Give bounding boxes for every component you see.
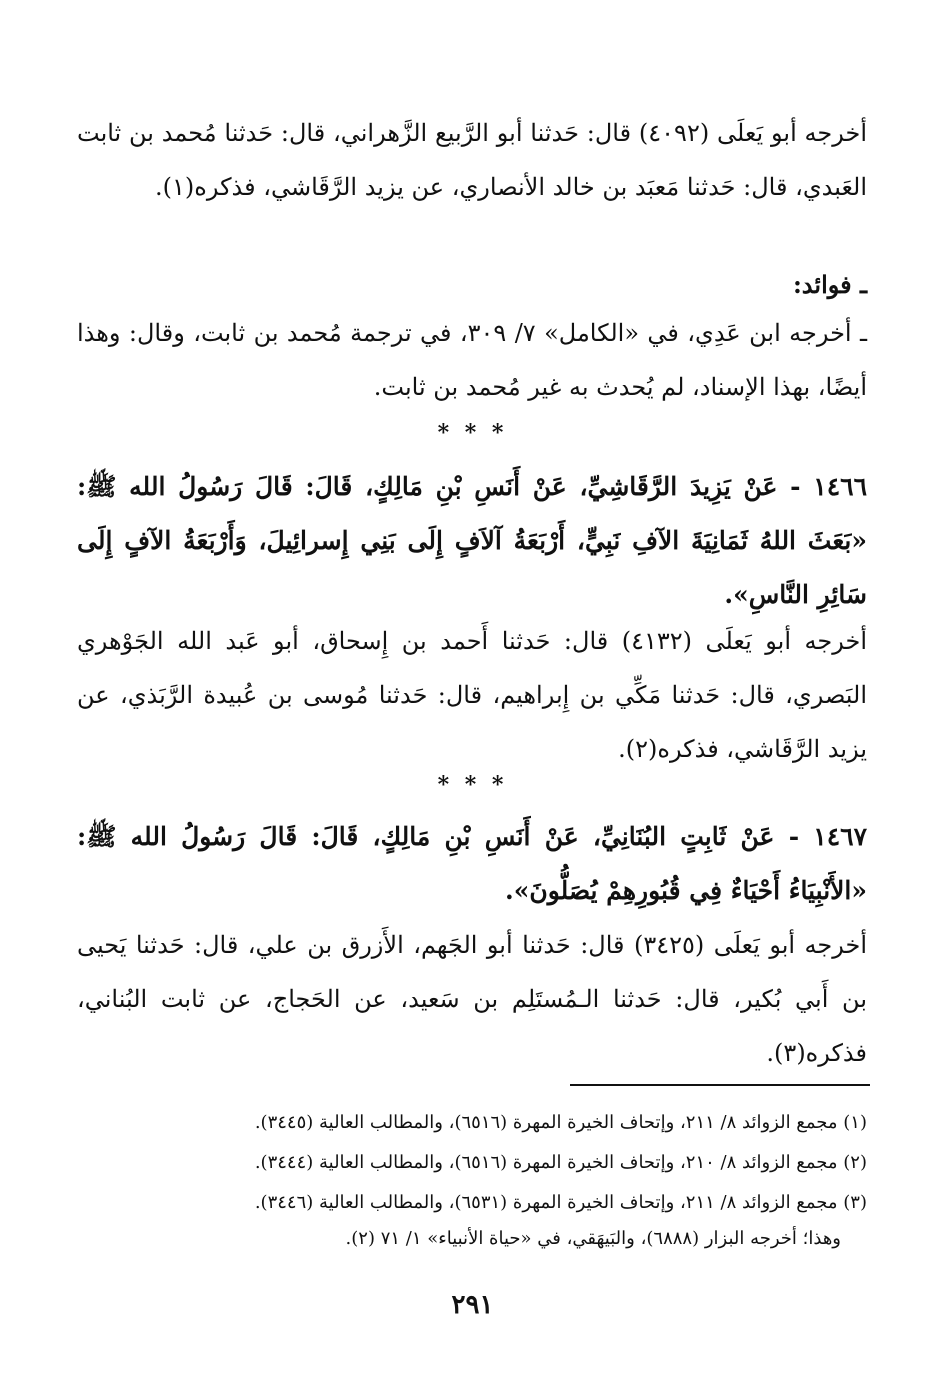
- footnote-3: (٣) مجمع الزوائد ٨/ ٢١١، وإتحاف الخيرة المهرة (٦٥٣١)، والمطالب العالية (٣٤٤٦).: [254, 1192, 867, 1213]
- separator-stars: * * *: [437, 420, 508, 446]
- page-number: ٢٩١: [451, 1290, 494, 1320]
- paragraph-takhrij-3: أخرجه أبو يَعلَى (٣٤٢٥) قال: حَدثنا أبو الجَهم، الأَزرق بن علي، قال: حَدثنا يَحيى بن أَبي بُكير، قال: حَدثنا الـمُستَلِم بن سَعيد، عن الحَجاج، عن ثابت البُناني، فذكره(٣).: [77, 931, 867, 1067]
- hadith-1466: ١٤٦٦ - عَنْ يَزِيدَ الرَّقَاشِيِّ، عَنْ أَنَسِ بْنِ مَالِكٍ، قَالَ: قَالَ رَسُولُ الله ﷺ: «بَعَثَ اللهُ ثَمَانِيَةَ الآفِ نَبِيٍّ، أَرْبَعَةُ آلاَفٍ إِلَى بَنِي إِسرائِيلَ، وَأَرْبَعَةُ الآفٍ إِلَى سَائِرِ النَّاسِ».: [77, 472, 867, 609]
- paragraph-takhrij-2: أخرجه أبو يَعلَى (٤١٣٢) قال: حَدثنا أَحمد بن إِسحاق، أبو عَبد الله الجَوْهري البَصري، قال: حَدثنا مَكِّي بن إِبراهيم، قال: حَدثنا مُوسى بن عُبيدة الرَّبَذي، عن يزيد الرَّقَاشي، فذكره(٢).: [77, 627, 867, 763]
- footnote-separator: [570, 1084, 870, 1086]
- footnote-2: (٢) مجمع الزوائد ٨/ ٢١٠، وإتحاف الخيرة المهرة (٦٥١٦)، والمطالب العالية (٣٤٤٤).: [254, 1152, 867, 1173]
- hadith-1467: ١٤٦٧ - عَنْ ثَابِتٍ البُنَانِيِّ، عَنْ أَنَسِ بْنِ مَالِكٍ، قَالَ: قَالَ رَسُولُ الله ﷺ: «الأَنْبِيَاءُ أَحْيَاءٌ فِي قُبُورِهِمْ يُصَلُّونَ».: [77, 822, 867, 905]
- footnote-3-continuation: وهذا؛ أخرجه البزار (٦٨٨٨)، والبَيهَقي، في «حياة الأنبياء» ١/ ٧١ (٢).: [345, 1228, 841, 1249]
- paragraph-takhrij-1: أخرجه أبو يَعلَى (٤٠٩٢) قال: حَدثنا أبو الرَّبيع الزَّهراني، قال: حَدثنا مُحمد بن ثابت العَبدي، قال: حَدثنا مَعبَد بن خالد الأنصاري، عن يزيد الرَّقَاشي، فذكره(١).: [77, 119, 868, 201]
- paragraph-fawaid: ـ أخرجه ابن عَدِي، في «الكامل» ٧/ ٣٠٩، في ترجمة مُحمد بن ثابت، وقال: وهذا أيضًا، بهذا الإسناد، لم يُحدث به غير مُحمد بن ثابت.: [77, 319, 868, 401]
- separator-stars: * * *: [437, 772, 508, 798]
- footnote-1: (١) مجمع الزوائد ٨/ ٢١١، وإتحاف الخيرة المهرة (٦٥١٦)، والمطالب العالية (٣٤٤٥).: [254, 1112, 867, 1133]
- section-heading-fawaid: ـ فوائد:: [792, 270, 867, 299]
